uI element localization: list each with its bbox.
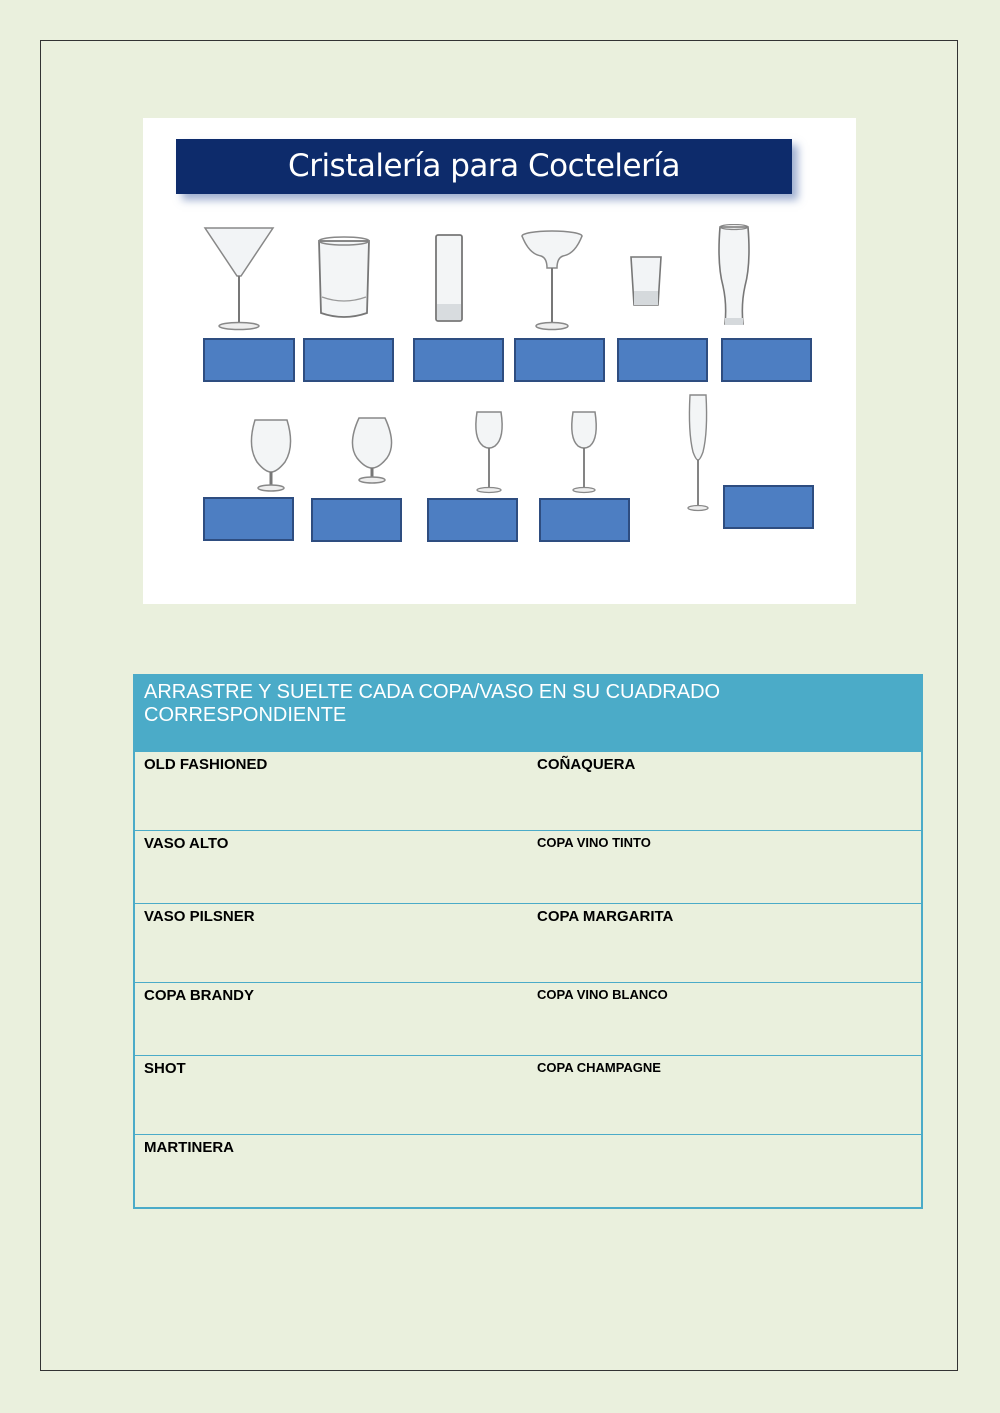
drop-box-1[interactable] xyxy=(203,338,295,382)
red-wine-glass-icon xyxy=(471,408,507,496)
drop-box-4[interactable] xyxy=(514,338,605,382)
table-row xyxy=(135,903,921,982)
table-cell[interactable]: COPA VINO BLANCO xyxy=(537,987,668,1002)
glassware-title-banner: Cristalería para Coctelería xyxy=(176,139,792,194)
drop-box-3[interactable] xyxy=(413,338,504,382)
table-row xyxy=(135,751,921,830)
pilsner-glass-icon xyxy=(715,224,753,332)
table-cell[interactable]: COPA BRANDY xyxy=(144,987,255,1004)
glassware-names-table xyxy=(133,674,923,1209)
drop-box-2[interactable] xyxy=(303,338,394,382)
table-row xyxy=(135,1134,921,1207)
white-wine-glass-icon xyxy=(567,408,601,496)
brandy-glass-icon xyxy=(245,416,297,496)
table-cell[interactable]: VASO ALTO xyxy=(144,835,229,852)
table-row xyxy=(135,1055,921,1134)
table-cell[interactable]: MARTINERA xyxy=(144,1139,234,1156)
table-header: ARRASTRE Y SUELTE CADA COPA/VASO EN SU CUADRADO CORRESPONDIENTE xyxy=(135,676,921,751)
table-cell[interactable] xyxy=(528,1135,921,1207)
drop-box-10[interactable] xyxy=(539,498,630,542)
margarita-glass-icon xyxy=(519,228,585,332)
table-cell[interactable]: COPA VINO TINTO xyxy=(537,835,651,850)
table-cell[interactable]: COÑAQUERA xyxy=(537,756,636,773)
table-cell[interactable]: COPA MARGARITA xyxy=(537,908,674,925)
martini-glass-icon xyxy=(203,224,275,332)
champagne-flute-icon xyxy=(683,392,713,514)
table-cell[interactable]: OLD FASHIONED xyxy=(144,756,268,773)
drop-box-9[interactable] xyxy=(427,498,518,542)
highball-glass-icon xyxy=(433,232,465,326)
drop-box-11[interactable] xyxy=(723,485,814,529)
drop-box-8[interactable] xyxy=(311,498,402,542)
glassware-image-panel xyxy=(143,118,856,604)
drop-box-7[interactable] xyxy=(203,497,294,541)
drop-box-5[interactable] xyxy=(617,338,708,382)
cognac-glass-icon xyxy=(347,414,397,486)
shot-glass-icon xyxy=(628,253,664,311)
table-row xyxy=(135,982,921,1055)
drop-box-6[interactable] xyxy=(721,338,812,382)
table-cell[interactable]: SHOT xyxy=(144,1060,186,1077)
table-row xyxy=(135,830,921,903)
old-fashioned-glass-icon xyxy=(315,235,373,323)
table-cell[interactable]: VASO PILSNER xyxy=(144,908,255,925)
table-cell[interactable]: COPA CHAMPAGNE xyxy=(537,1060,661,1075)
